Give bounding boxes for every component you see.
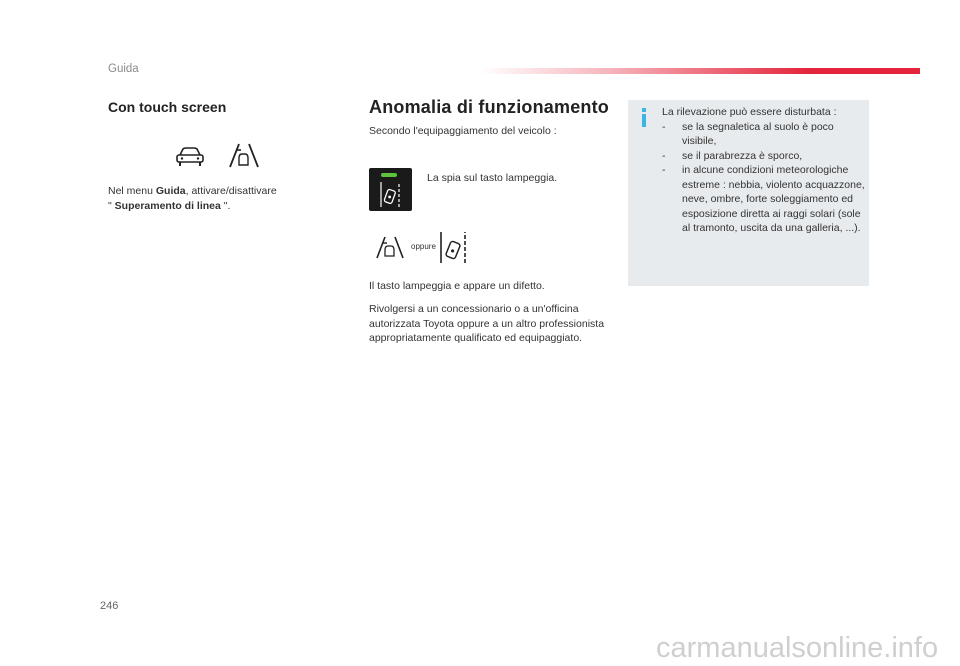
anomalia-heading: Anomalia di funzionamento	[369, 97, 610, 117]
info-icon	[640, 108, 648, 127]
header-accent-bar	[480, 68, 920, 74]
option-superamento: Superamento di linea	[114, 199, 221, 212]
info-text	[662, 105, 867, 236]
page-number: 246	[100, 600, 119, 612]
car-front-icon	[175, 147, 205, 167]
lane-keeping-warning-lamp-icon	[369, 168, 412, 211]
list-item: - se la segnaletica al suolo è poco visibile,	[662, 120, 867, 149]
lane-departure-icon	[228, 142, 260, 168]
touch-screen-heading: Con touch screen	[108, 99, 227, 115]
lane-departure-icon	[375, 235, 405, 259]
menu-guida: Guida	[155, 185, 186, 197]
watermark: carmanualsonline.info	[656, 632, 939, 664]
anomalia-intro: Secondo l'equipaggiamento del veicolo :	[369, 125, 557, 137]
section-label: Guida	[108, 63, 139, 75]
button-blink-text: Il tasto lampeggia e appare un difetto.	[369, 280, 545, 292]
lamp-description: La spia sul tasto lampeggia.	[427, 172, 558, 184]
info-list	[662, 120, 867, 236]
list-item: - in alcune condizioni meteorologiche estreme : nebbia, violento acquazzone, neve, ombre, forte soleggiamento ed esposizione diretta ai raggi solari (sole al tramonto, uscita da una galleria, ...).	[662, 163, 867, 236]
info-intro: La rilevazione può essere disturbata :	[662, 106, 837, 118]
lane-keeping-button-icon	[438, 230, 468, 264]
oppure-label: oppure	[411, 242, 436, 251]
touch-screen-instruction: Nel menu Guida, attivare/disattivare " Superamento di linea ".	[108, 185, 277, 212]
list-item: - se il parabrezza è sporco,	[662, 149, 867, 164]
advice-text: Rivolgersi a un concessionario o a un'officina autorizzata Toyota oppure a un altro professionista appropriatamente qualificato ed equipaggiato.	[369, 303, 605, 344]
